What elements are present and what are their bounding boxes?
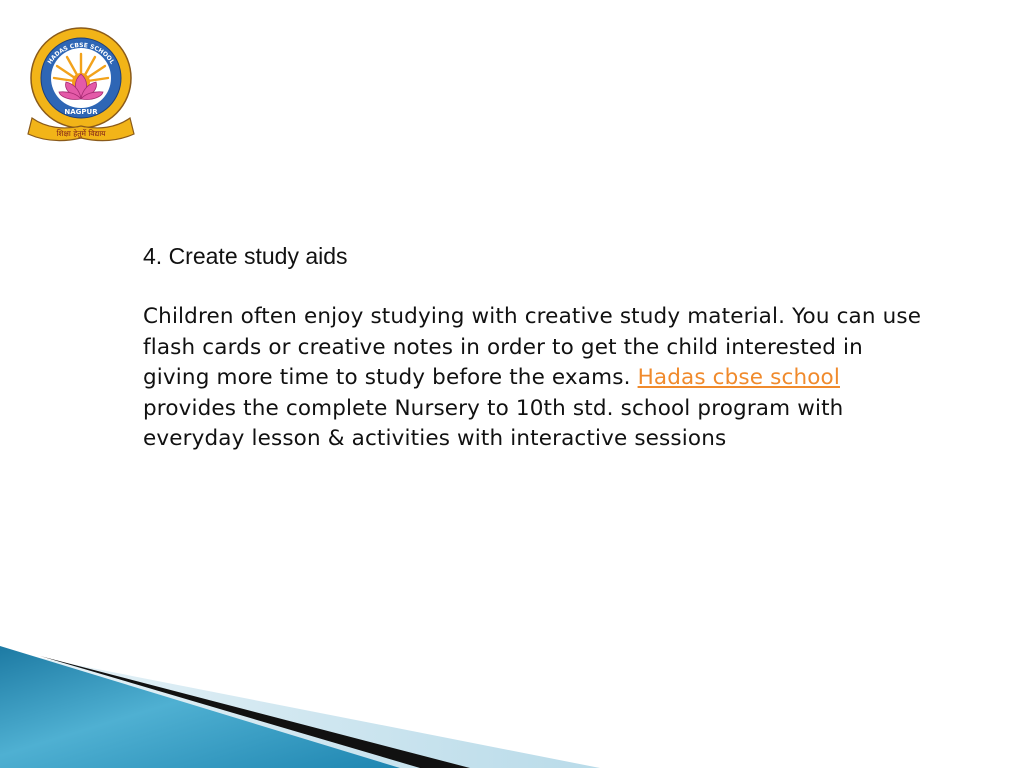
school-logo: [26, 22, 136, 144]
decorative-ribbon: [0, 638, 1024, 768]
paragraph-text-before-link: Children often enjoy studying with creative study material. You can use flash cards or creative notes in order to get the child interested in giving more time to study before the exams.: [143, 304, 922, 391]
slide-heading: 4. Create study aids: [143, 243, 348, 269]
logo-motto: शिक्षा हेतुर्मे विद्याय: [56, 129, 106, 138]
logo-city: NAGPUR: [64, 108, 98, 116]
school-link[interactable]: Hadas cbse school: [637, 365, 840, 391]
logo-top-text: HADAS CBSE SCHOOL: [46, 41, 116, 66]
paragraph-text-after-link: provides the complete Nursery to 10th std. school program with everyday lesson & activities with interactive sessions: [143, 395, 844, 452]
slide-content: [143, 240, 923, 455]
slide-paragraph: [143, 302, 923, 455]
